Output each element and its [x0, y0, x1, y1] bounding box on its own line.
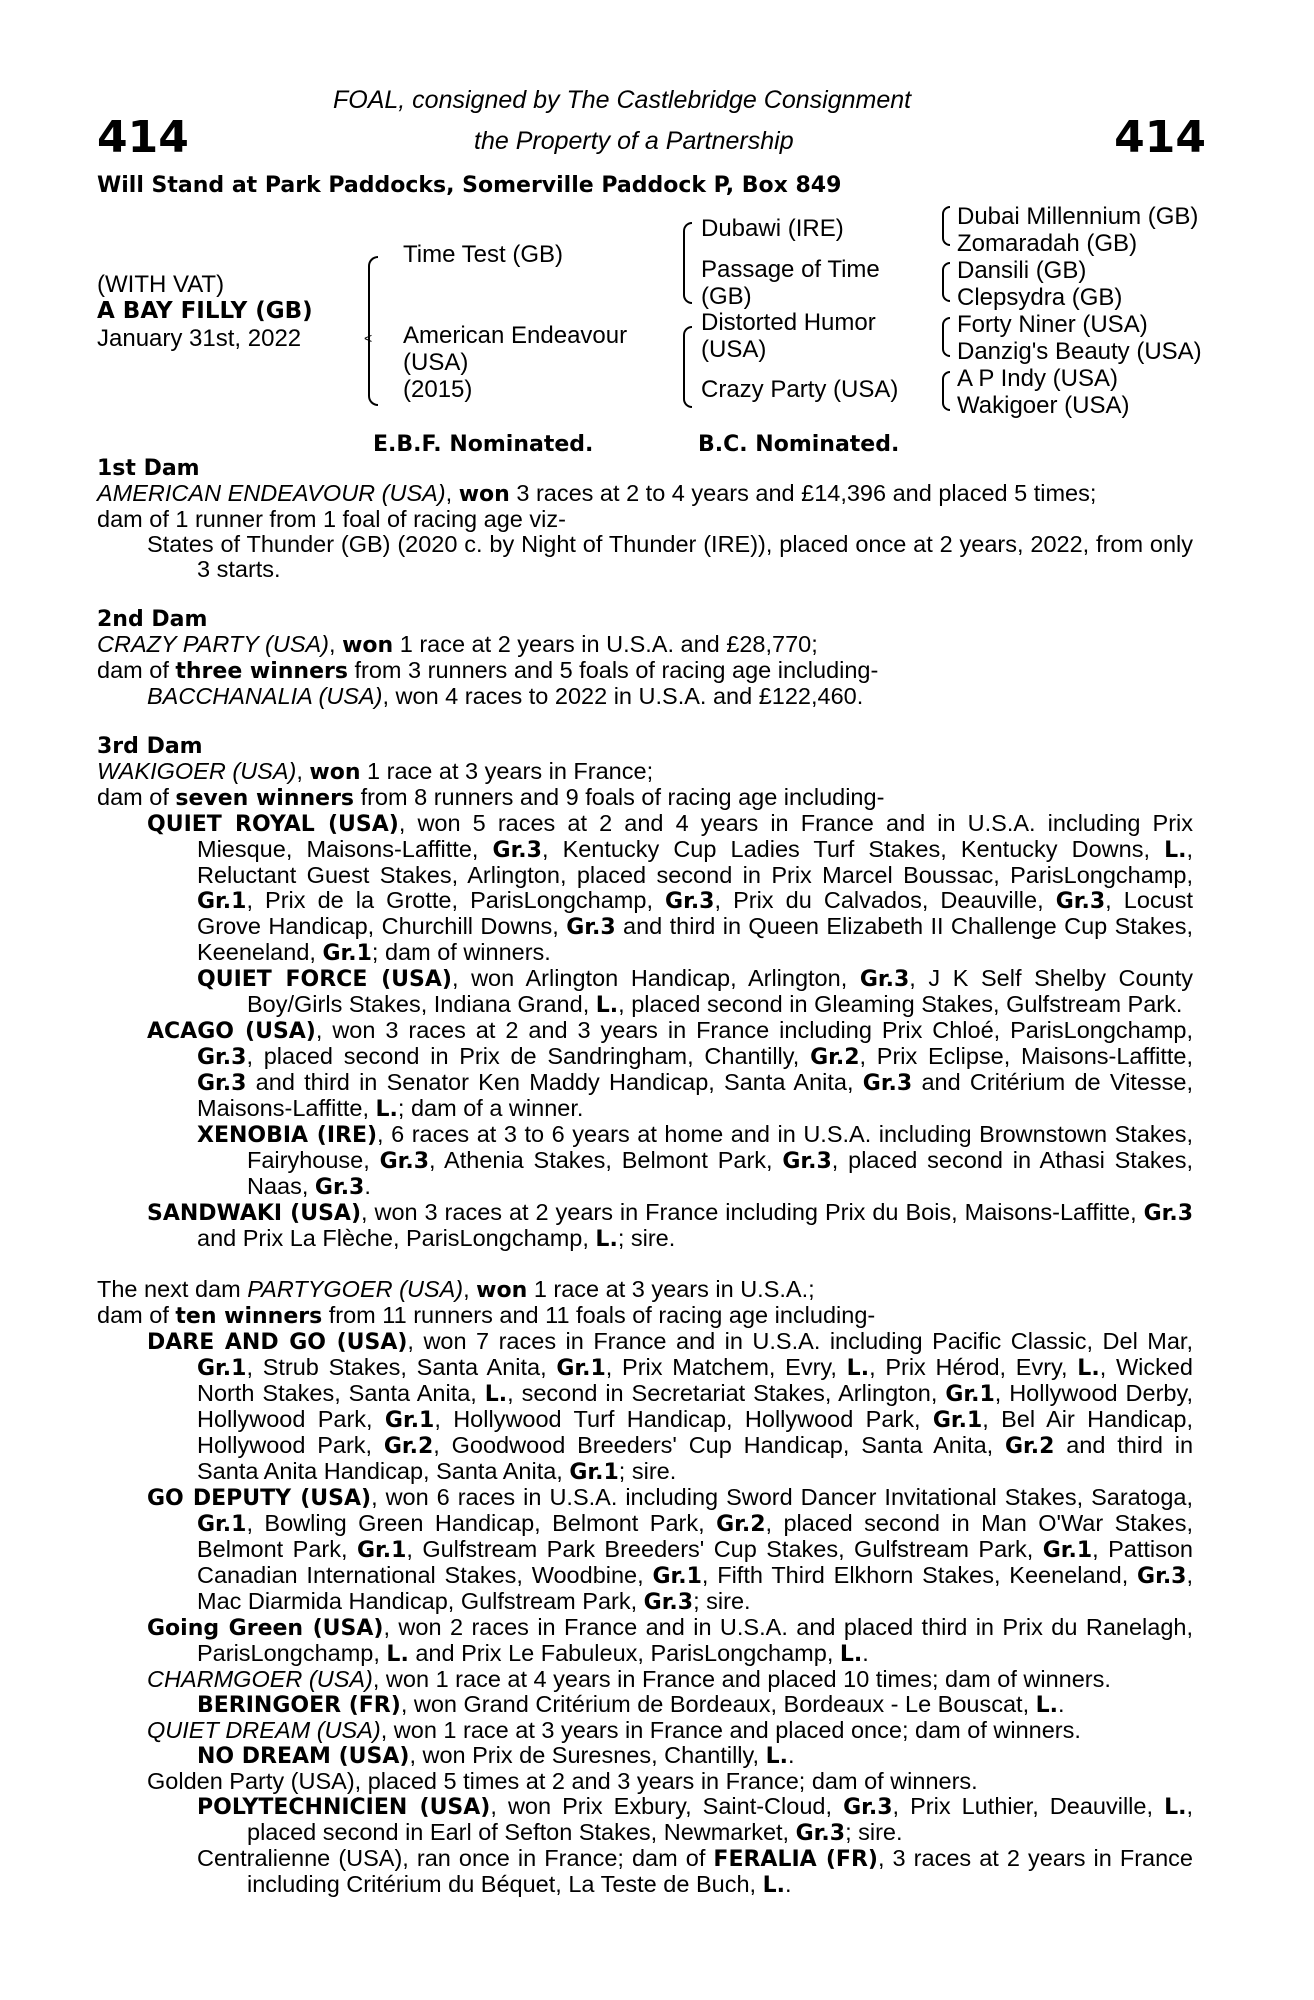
sire-sire: Dubawi (IRE)	[701, 215, 844, 242]
dam-line1: American Endeavour	[403, 322, 628, 349]
progeny-acago: ACAGO (USA), won 3 races at 2 and 3 years in France including Prix Chloé, ParisLongchamp, Gr.3, placed second in Prix de Sandringham, Chantilly, Gr.2, Prix Eclipse, Maisons-Laffitte, Gr.3 and third in Senator Ken Maddy Handicap, Santa Anita, Gr.3 and Critérium de Vitesse, Maisons-Laffitte, L.; dam of a winner.	[147, 1017, 1193, 1122]
sire: Time Test (GB)	[403, 241, 564, 268]
won-label: won	[458, 482, 510, 507]
bc-nomination: B.C. Nominated.	[698, 432, 900, 457]
brace-sire-dam	[683, 262, 692, 304]
property-line: the Property of a Partnership	[474, 127, 794, 155]
third-dam-name: WAKIGOER (USA)	[97, 758, 297, 784]
dam-dam-dam: Wakigoer (USA)	[957, 392, 1130, 419]
vat-note: (WITH VAT)	[97, 271, 225, 298]
progeny-beringoer: BERINGOER (FR), won Grand Critérium de Bordeaux, Bordeaux - Le Bouscat, L..	[197, 1691, 1065, 1718]
third-dam-heading: 3rd Dam	[97, 734, 203, 759]
progeny-text: , won 4 races to 2022 in U.S.A. and £122,460.	[382, 683, 864, 709]
sire-dam-dam: Clepsydra (GB)	[957, 284, 1123, 311]
dam-sire-sire: Forty Niner (USA)	[957, 311, 1148, 338]
sire-sire-sire: Dubai Millennium (GB)	[957, 203, 1199, 230]
progeny-name: BACCHANALIA (USA)	[147, 683, 383, 709]
progeny-sandwaki: SANDWAKI (USA), won 3 races at 2 years in France including Prix du Bois, Maisons-Laffitte, Gr.3 and Prix La Flèche, ParisLongchamp, L.; sire.	[147, 1199, 1194, 1252]
third-dam-record: WAKIGOER (USA), won 1 race at 3 years in France;	[97, 758, 654, 785]
progeny-name: XENOBIA (IRE)	[197, 1123, 378, 1148]
brace-g3-7	[942, 371, 950, 392]
sire-dam-line2: (GB)	[701, 283, 752, 310]
brace-dam-dam	[683, 362, 692, 408]
sire-dam-line1: Passage of Time	[701, 256, 880, 283]
dam-dam-sire: A P Indy (USA)	[957, 365, 1118, 392]
dam-sire-line1: Distorted Humor	[701, 309, 876, 336]
second-dam-progeny	[97, 684, 1193, 709]
brace-g3-3	[942, 262, 950, 283]
progeny-name: QUIET ROYAL (USA)	[147, 812, 399, 837]
stand-location: Will Stand at Park Paddocks, Somerville Paddock P, Box 849	[97, 173, 842, 198]
second-dam-record: CRAZY PARTY (USA), won 1 race at 2 years in U.S.A. and £28,770;	[97, 631, 818, 658]
brace-g3-1	[942, 206, 950, 227]
winners-count: three winners	[175, 659, 348, 684]
third-dam-produce	[97, 785, 1193, 811]
second-dam-record-text: 1 race at 2 years in U.S.A. and £28,770;	[399, 631, 818, 657]
progeny-no-dream: NO DREAM (USA), won Prix de Suresnes, Chantilly, L..	[197, 1742, 795, 1769]
progeny-dare-and-go: DARE AND GO (USA), won 7 races in France and in U.S.A. including Pacific Classic, Del Mar, Gr.1, Strub Stakes, Santa Anita, Gr.1, Prix Matchem, Evry, L., Prix Hérod, Evry, L., Wicked North Stakes, Santa Anita, L., second in Secretariat Stakes, Arlington, Gr.1, Hollywood Derby, Hollywood Park, Gr.1, Hollywood Turf Handicap, Hollywood Park, Gr.1, Bel Air Handicap, Hollywood Park, Gr.2, Goodwood Breeders' Cup Handicap, Santa Anita, Gr.2 and third in Santa Anita Handicap, Santa Anita, Gr.1; sire.	[147, 1328, 1194, 1485]
progeny-name: POLYTECHNICIEN (USA)	[197, 1795, 491, 1820]
progeny-name: GO DEPUTY (USA)	[147, 1486, 372, 1511]
won-label: won	[476, 1278, 528, 1303]
foaling-date: January 31st, 2022	[97, 325, 302, 352]
first-dam-progeny: States of Thunder (GB) (2020 c. by Night of Thunder (IRE)), placed once at 2 years, 2022, from only 3 starts.	[147, 531, 1193, 582]
third-dam-record-text: 1 race at 3 years in France;	[367, 758, 654, 784]
sire-sire-dam: Zomaradah (GB)	[957, 230, 1138, 257]
progeny-name: BERINGOER (FR)	[197, 1693, 401, 1718]
produce-text: from 11 runners and 11 foals of racing age including-	[328, 1302, 876, 1328]
produce-text: from 8 runners and 9 foals of racing age including-	[360, 784, 885, 810]
progeny-name: FERALIA (FR)	[713, 1847, 878, 1872]
produce-text: from 3 runners and 5 foals of racing age including-	[354, 657, 879, 683]
progeny-name: QUIET FORCE (USA)	[197, 967, 452, 992]
pedigree-brace-point: <	[364, 330, 373, 346]
brace-g3-5	[942, 317, 950, 338]
ebf-nomination: E.B.F. Nominated.	[373, 432, 594, 457]
progeny-centralienne: Centralienne (USA), ran once in France; dam of FERALIA (FR), 3 races at 2 years in France including Critérium du Béquet, La Teste de Buch, L..	[197, 1845, 1193, 1898]
dam-sire-dam: Danzig's Beauty (USA)	[957, 338, 1202, 365]
brace-g3-6	[942, 336, 950, 357]
catalogue-body	[97, 456, 1193, 1898]
progeny-go-deputy: GO DEPUTY (USA), won 6 races in U.S.A. including Sword Dancer Invitational Stakes, Saratoga, Gr.1, Bowling Green Handicap, Belmont Park, Gr.2, placed second in Man O'War Stakes, Belmont Park, Gr.1, Gulfstream Park Breeders' Cup Stakes, Gulfstream Park, Gr.1, Pattison Canadian International Stakes, Woodbine, Gr.1, Fifth Third Elkhorn Stakes, Keeneland, Gr.3, Mac Diarmida Handicap, Gulfstream Park, Gr.3; sire.	[147, 1484, 1194, 1615]
sire-dam-sire: Dansili (GB)	[957, 257, 1087, 284]
brace-g3-2	[942, 225, 950, 246]
progeny-name: Going Green (USA)	[147, 1616, 384, 1641]
progeny-name: QUIET DREAM (USA)	[147, 1717, 381, 1743]
first-dam-name: AMERICAN ENDEAVOUR (USA)	[97, 480, 446, 506]
second-dam-name: CRAZY PARTY (USA)	[97, 631, 330, 657]
next-dam-name: PARTYGOER (USA)	[247, 1276, 464, 1302]
progeny-quiet-dream: QUIET DREAM (USA), won 1 race at 3 years in France and placed once; dam of winners.	[147, 1717, 1081, 1743]
brace-dam-sire	[683, 326, 692, 364]
progeny-quiet-royal: QUIET ROYAL (USA), won 5 races at 2 and 4 years in France and in U.S.A. including Prix Miesque, Maisons-Laffitte, Gr.3, Kentucky Cup Ladies Turf Stakes, Kentucky Downs, L., Reluctant Guest Stakes, Arlington, placed second in Prix Marcel Boussac, ParisLongchamp, Gr.1, Prix de la Grotte, ParisLongchamp, Gr.3, Prix du Calvados, Deauville, Gr.3, Locust Grove Handicap, Churchill Downs, Gr.3 and third in Queen Elizabeth II Challenge Cup Stakes, Keeneland, Gr.1; dam of winners.	[147, 810, 1194, 966]
second-dam-produce	[97, 658, 1193, 684]
progeny-charmgoer: CHARMGOER (USA), won 1 race at 4 years in France and placed 10 times; dam of winners.	[147, 1666, 1111, 1692]
dam-sire-line2: (USA)	[701, 336, 767, 363]
progeny-name: NO DREAM (USA)	[197, 1744, 410, 1769]
first-dam-produce: dam of 1 runner from 1 foal of racing age viz-	[97, 506, 566, 532]
brace-g3-4	[942, 281, 950, 302]
progeny-quiet-force: QUIET FORCE (USA), won Arlington Handicap, Arlington, Gr.3, J K Self Shelby County Boy/Girls Stakes, Indiana Grand, L., placed second in Gleaming Stakes, Gulfstream Park.	[197, 965, 1194, 1018]
second-dam-heading: 2nd Dam	[97, 607, 208, 632]
won-label: won	[309, 760, 361, 785]
first-dam-record-text: 3 races at 2 to 4 years and £14,396 and placed 5 times;	[516, 480, 1097, 506]
progeny-name: ACAGO (USA)	[147, 1019, 316, 1044]
dam-dam: Crazy Party (USA)	[701, 376, 899, 403]
won-label: won	[342, 633, 394, 658]
dam-line2: (USA)	[403, 349, 469, 376]
next-dam-intro: The next dam	[97, 1276, 241, 1302]
progeny-polytechnicien: POLYTECHNICIEN (USA), won Prix Exbury, Saint-Cloud, Gr.3, Prix Luthier, Deauville, L., placed second in Earl of Sefton Stakes, Newmarket, Gr.3; sire.	[197, 1793, 1193, 1846]
next-dam-record-text: 1 race at 3 years in U.S.A.;	[533, 1276, 815, 1302]
progeny-name: SANDWAKI (USA)	[147, 1201, 362, 1226]
progeny-golden-party: Golden Party (USA), placed 5 times at 2 and 3 years in France; dam of winners.	[147, 1768, 978, 1794]
dam-line3: (2015)	[403, 376, 473, 403]
progeny-name: DARE AND GO (USA)	[147, 1330, 408, 1355]
brace-sire-sire	[683, 222, 692, 264]
progeny-going-green: Going Green (USA), won 2 races in France and in U.S.A. and placed third in Prix du Ranelagh, ParisLongchamp, L. and Prix Le Fabuleux, ParisLongchamp, L..	[147, 1614, 1193, 1667]
horse-name: A BAY FILLY (GB)	[97, 298, 313, 324]
pedigree-brace-dam	[368, 338, 378, 406]
next-dam-produce	[97, 1303, 1193, 1329]
winners-count: ten winners	[175, 1304, 323, 1329]
brace-g3-8	[942, 390, 950, 411]
lot-number-left: 414	[97, 112, 189, 163]
dam-of-label: dam of	[97, 657, 169, 683]
next-dam-record: The next dam PARTYGOER (USA), won 1 race at 3 years in U.S.A.;	[97, 1276, 815, 1303]
winners-count: seven winners	[175, 786, 355, 811]
consignment-line: FOAL, consigned by The Castlebridge Consignment	[333, 86, 912, 114]
progeny-name: CHARMGOER (USA)	[147, 1666, 373, 1692]
lot-number-right: 414	[1114, 112, 1206, 163]
first-dam-heading: 1st Dam	[97, 456, 200, 481]
first-dam-record: AMERICAN ENDEAVOUR (USA), won 3 races at 2 to 4 years and £14,396 and placed 5 times;	[97, 480, 1097, 507]
progeny-xenobia: XENOBIA (IRE), 6 races at 3 to 6 years at home and in U.S.A. including Brownstown Stakes, Fairyhouse, Gr.3, Athenia Stakes, Belmont Park, Gr.3, placed second in Athasi Stakes, Naas, Gr.3.	[197, 1121, 1193, 1200]
pedigree-brace-sire	[368, 256, 378, 340]
dam-of-label: dam of	[97, 784, 169, 810]
dam-of-label: dam of	[97, 1302, 169, 1328]
